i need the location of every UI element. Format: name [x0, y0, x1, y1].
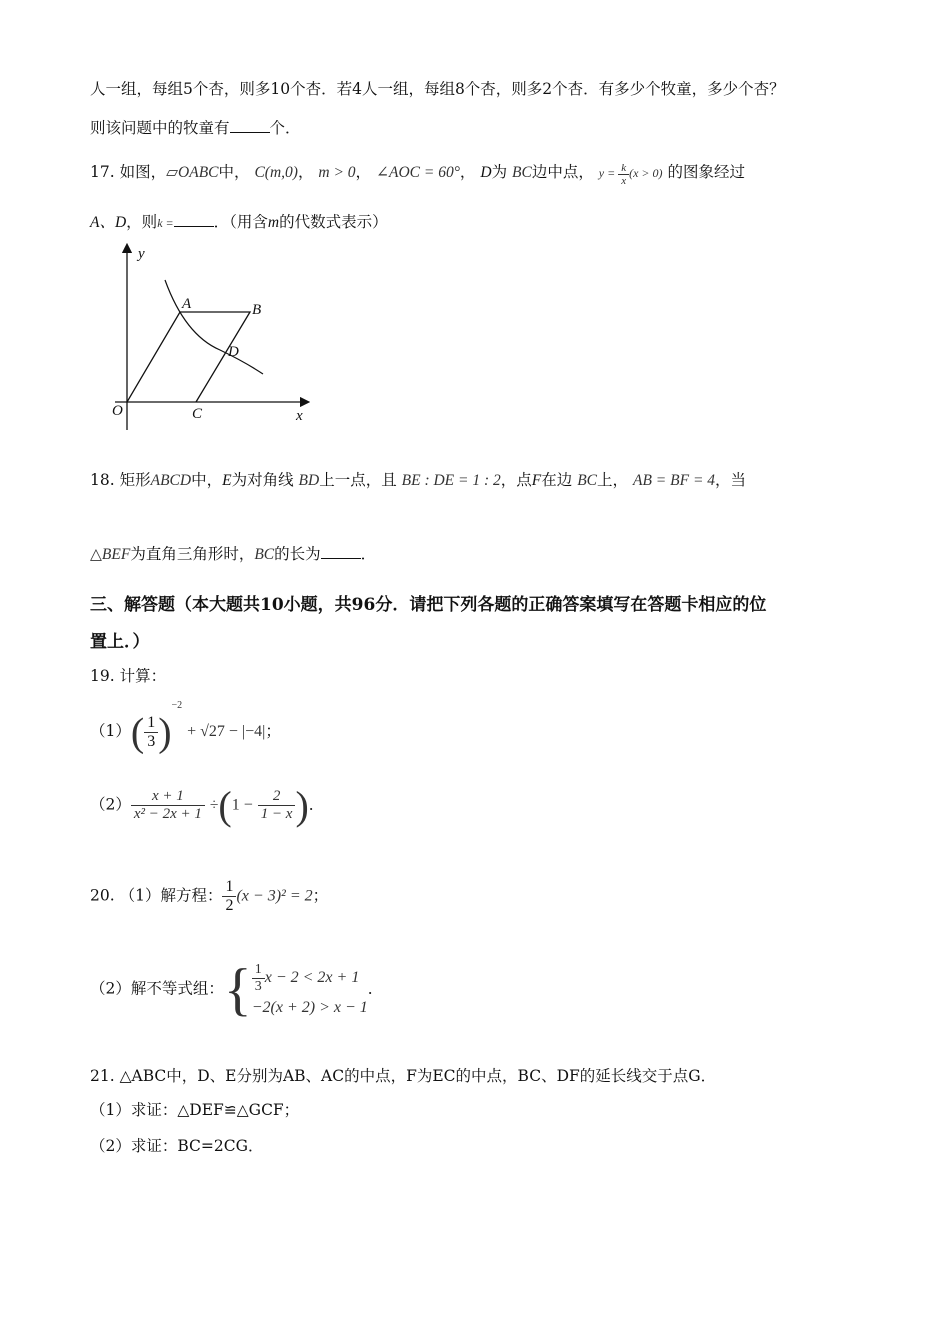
answer-blank — [321, 544, 361, 559]
p16-end: 个． — [269, 119, 301, 137]
p19-title: 19. 计算： — [90, 667, 167, 685]
p18-text: 矩形 — [119, 471, 151, 489]
exponent: −2 — [171, 700, 183, 711]
label-a: A — [182, 296, 192, 312]
one-minus: 1 − — [231, 796, 253, 814]
q1-expression: + √27 − |−4| — [187, 723, 266, 740]
angle-aoc: ∠AOC = 60° — [376, 164, 460, 181]
m-condition: m > 0 — [318, 164, 356, 181]
answer-blank — [174, 212, 214, 227]
p19-q2: （2） $\frac{x + 1}{\text{x² − 2x + 1}}$ ÷(1 − $\frac{2}{1 - x}$ )． — [90, 783, 325, 828]
label-b: B — [252, 302, 262, 318]
sub-end: ； — [312, 886, 329, 905]
section-3-heading-cont: 置上．） — [90, 632, 150, 652]
sub-label: （1） — [90, 722, 131, 740]
label-c: C — [192, 406, 203, 422]
p18-text: 中， — [191, 471, 223, 489]
equality-expr: AB = BF = 4 — [632, 472, 716, 489]
y-label: y — [138, 246, 145, 262]
function-expr: y = $\frac{k}{x}$ (x > 0) — [598, 161, 663, 187]
p17-text: ，则 — [126, 213, 158, 231]
p17-text: 的图象经过 — [667, 163, 745, 181]
diagonal-bd: BD — [298, 472, 320, 489]
parallelogram-symbol: ▱OABC — [166, 164, 219, 181]
p17-text: 边中点， — [531, 163, 594, 181]
side-bc: BC — [577, 472, 598, 489]
p21-q2: （2）求证：BC=2CG． — [90, 1137, 264, 1155]
p18-text: 的长为 — [274, 545, 321, 563]
sub-end: ． — [308, 795, 325, 814]
p18-text: 上， — [597, 471, 629, 489]
answer-blank — [230, 118, 270, 133]
point-d: D — [480, 164, 492, 181]
points-ad: A、D — [90, 214, 127, 231]
p21-line1: 21. △ABC中，D、E分别为AB、AC的中点，F为EC的中点，BC、DF的延长线交于点G． — [90, 1067, 717, 1085]
sub-label: （2）解不等式组： — [90, 979, 224, 998]
p17-text: 的代数式表示） — [279, 213, 388, 231]
p18-line2 — [90, 542, 376, 564]
p19-q1: （1）( $\frac{1}{3}$ )$^{-2}$ + √27 − |−4|； — [90, 700, 281, 755]
problem-number: 20. — [90, 886, 115, 905]
p17-text: ， — [355, 163, 372, 181]
segment-bc: BC — [512, 164, 532, 181]
p18-text: 在边 — [541, 471, 573, 489]
p17-text: ， — [459, 163, 476, 181]
p17-line2 — [90, 210, 388, 232]
p18-text: ，当 — [715, 471, 747, 489]
triangle-bef: △BEF — [90, 546, 131, 563]
p16-line2 — [90, 116, 301, 138]
x-label: x — [296, 408, 303, 424]
k-equals: k = — [157, 216, 174, 230]
p20-q1: 20. （1）解方程： $\frac{1}{2}$ (x − 3)² = 2； — [90, 878, 329, 914]
p16-line1: 人一组，每组5个杏，则多10个杏．若4人一组，每组8个杏，则多2个杏．有多少个牧童，多少个杏？ — [90, 80, 785, 98]
figure-17 — [100, 240, 320, 440]
side-bc: BC — [254, 546, 275, 563]
section-3-heading: 三、解答题（本大题共10小题，共96分．请把下列各题的正确答案填写在答题卡相应的位 — [90, 595, 767, 615]
p21-q1: （1）求证：△DEF≌△GCF； — [90, 1101, 300, 1119]
equation-expr: (x − 3)² = 2 — [236, 887, 313, 905]
point-c: C(m,0) — [254, 164, 298, 181]
p20-q2: （2）解不等式组：{ $\frac{1}{3}$ x − 2 < 2x + 1 −2(x + 2) > x − 1 ． — [90, 956, 384, 1022]
label-o: O — [112, 403, 123, 419]
p17-text: ．（用含 — [213, 213, 268, 231]
inequality-system: $\frac{1}{3}$ x − 2 < 2x + 1 −2(x + 2) > x − 1 — [251, 962, 368, 1016]
var-m: m — [267, 214, 280, 231]
point-f: F — [531, 472, 542, 489]
problem-number: 18. — [90, 471, 115, 489]
divide-sign: ÷ — [209, 796, 219, 814]
point-e: E — [222, 472, 232, 489]
p17-text: ， — [297, 163, 314, 181]
sub-label: （2） — [90, 795, 131, 814]
sub-end: ． — [367, 979, 384, 998]
p18-line1 — [90, 468, 746, 490]
p17-text: 中， — [218, 163, 250, 181]
p18-text: 为对角线 — [231, 471, 294, 489]
p18-text: 上一点，且 — [319, 471, 397, 489]
p17-text: 为 — [491, 163, 508, 181]
p16-text: 则该问题中的牧童有 — [90, 119, 230, 137]
sub-label: （1）解方程： — [119, 886, 223, 905]
p17-line1 — [90, 160, 745, 187]
p18-text: ． — [360, 545, 377, 563]
hyperbola-curve — [165, 280, 263, 374]
sub-end: ； — [265, 722, 281, 740]
ratio-expr: BE : DE = 1 : 2 — [401, 472, 501, 489]
p17-text: 如图， — [119, 163, 167, 181]
p18-text: ，点 — [500, 471, 532, 489]
rect-abcd: ABCD — [150, 472, 192, 489]
problem-number: 17. — [90, 163, 115, 181]
label-d: D — [228, 344, 239, 360]
p18-text: 为直角三角形时， — [130, 545, 255, 563]
